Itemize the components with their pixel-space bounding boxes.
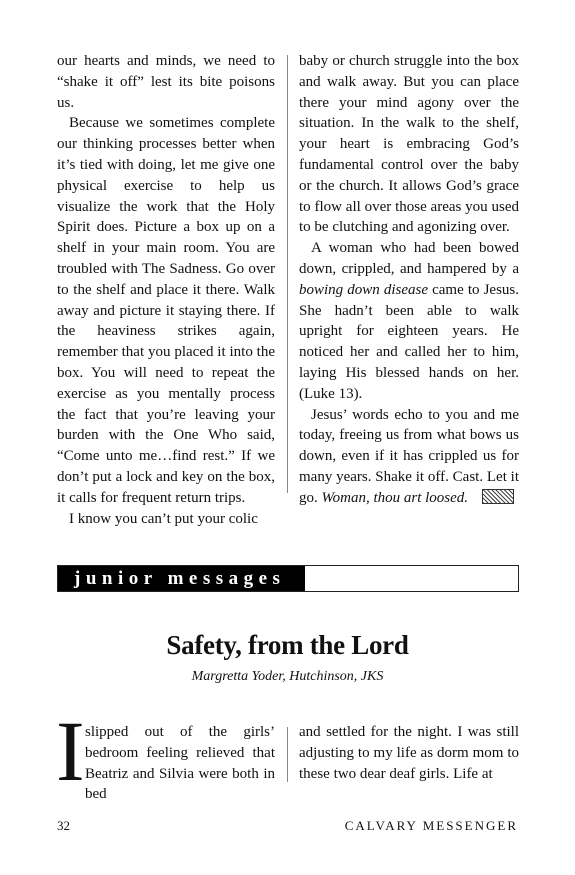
column-divider — [287, 727, 288, 782]
text-run: A woman who had been bowed down, crippled, and hampered by a — [299, 240, 519, 277]
section-label: junior messages — [58, 566, 305, 591]
drop-cap: I — [56, 703, 85, 799]
paragraph: baby or church struggle into the box and walk away. But you can place there your mind agony over the situation. In the walk to the shelf, your heart is embracing God’s fundamental control over the baby or the church. It allows God’s grace to flow all over those areas you used to be clutching and agonizing over. — [299, 53, 519, 236]
page-number: 32 — [57, 818, 70, 833]
emphasis-text: Woman, thou art loosed. — [321, 489, 469, 506]
column-divider — [287, 55, 288, 493]
paragraph: slipped out of the girls’ bedroom feeling relieved that Beatriz and Silvia were both in bed — [85, 724, 275, 803]
text-run: came to Jesus. She hadn’t been able to walk upright for eighteen years. He noticed her and called her to him, laying His blessed hands on her. (Luke 13). — [299, 281, 519, 402]
publication-name: CALVARY MESSENGER — [344, 818, 518, 833]
paragraph: Because we sometimes complete our thinking processes better when it’s tied with doing, let me give one physical exercise to help us visualize the work that the Holy Spirit does. Picture a box up on a shelf in your main room. You are troubled with The Sadness. Go over to the shelf and place it there. Walk away and picture it staying there. If the heaviness strikes again, remember that you placed it into the box. You will need to repeat the exercise as you mentally process the fact that you’re leaving your burden with the One Who said, “Come unto me…find rest.” If we don’t put a lock and key on the box, it calls for frequent return trips. — [57, 115, 275, 506]
article2-right-column — [299, 722, 519, 784]
emphasis-text: bowing down disease — [299, 281, 429, 298]
article2-left-column — [85, 722, 275, 805]
paragraph: and settled for the night. I was still adjusting to my life as dorm mom to these two dear deaf girls. Life at — [299, 724, 519, 782]
article-right-column — [299, 51, 519, 509]
article-left-column — [57, 51, 275, 529]
text-run: Jesus’ words echo to you and me today, freeing us from what bows us down, even if it has crippled us for many years. Shake it off. Cast. Let it go. — [299, 406, 519, 506]
paragraph — [299, 405, 519, 509]
end-of-article-icon — [482, 489, 514, 504]
article-title: Safety, from the Lord — [166, 630, 409, 660]
paragraph: I know you can’t put your colic — [69, 510, 258, 527]
paragraph: our hearts and minds, we need to “shake it off” lest its bite poisons us. — [57, 53, 275, 111]
section-banner — [57, 565, 519, 592]
article-byline: Margretta Yoder, Hutchinson, JKS — [191, 669, 384, 684]
paragraph — [299, 238, 519, 404]
